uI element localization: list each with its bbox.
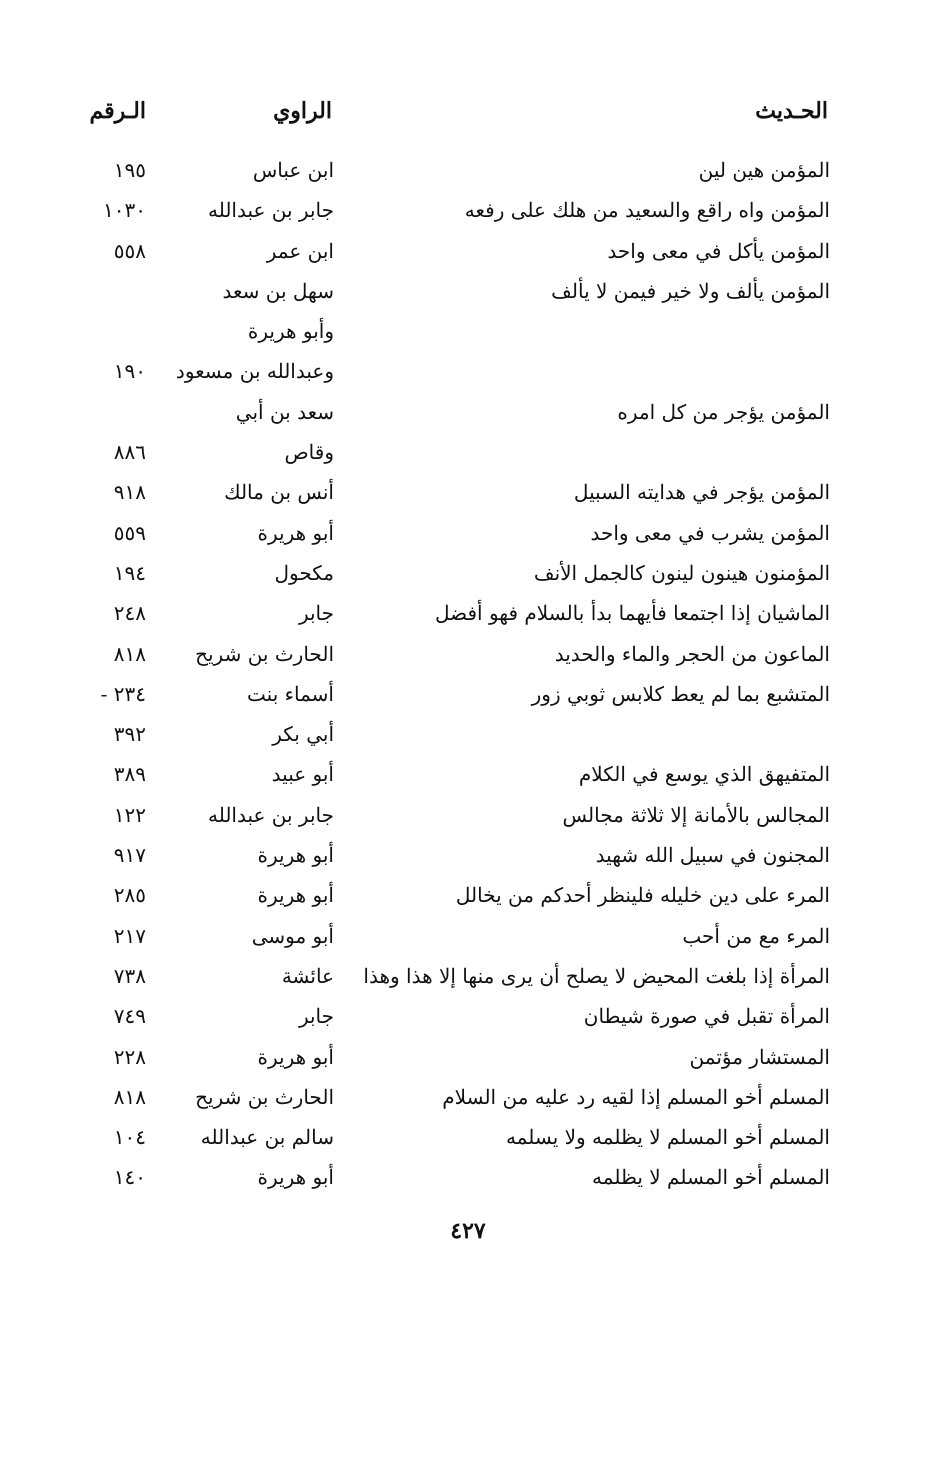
narrator-name: أبو موسى	[251, 923, 334, 948]
hadith-number: ٢٣٤ -	[100, 681, 146, 706]
table-row	[0, 515, 936, 555]
table-row	[0, 1079, 936, 1119]
hadith-text: المستشار مؤتمن	[689, 1044, 830, 1069]
table-row	[0, 756, 936, 796]
table-row	[0, 233, 936, 273]
narrator-name: أنس بن مالك	[224, 480, 334, 505]
hadith-text: المؤمن يشرب في معى واحد	[590, 520, 830, 545]
page-number: ٤٢٧	[450, 1218, 486, 1244]
hadith-number: ٨٨٦	[113, 440, 146, 465]
hadith-text: المؤمنون هينون لينون كالجمل الأنف	[533, 560, 830, 585]
table-row	[0, 918, 936, 958]
hadith-number: ٨١٨	[113, 641, 146, 666]
narrator-name: أبو هريرة	[257, 883, 334, 908]
narrator-name: وعبدالله بن مسعود	[175, 359, 334, 384]
narrator-name: عائشة	[281, 963, 334, 988]
hadith-text: المؤمن يأكل في معى واحد	[607, 238, 830, 263]
table-row	[0, 555, 936, 595]
hadith-text: المسلم أخو المسلم لا يظلمه ولا يسلمه	[505, 1125, 830, 1150]
hadith-number: ٣٩٢	[113, 722, 146, 747]
hadith-text: الماعون من الحجر والماء والحديد	[554, 641, 830, 666]
table-row	[0, 837, 936, 877]
hadith-number: ٨١٨	[113, 1084, 146, 1109]
narrator-name: ابن عمر	[266, 238, 334, 263]
table-row	[0, 1119, 936, 1159]
hadith-number: ١٠٤	[113, 1125, 146, 1150]
narrator-name: جابر	[298, 601, 334, 626]
narrator-name: سعد بن أبي	[235, 399, 334, 424]
table-row	[0, 1159, 936, 1199]
hadith-number: ١٩٤	[113, 560, 146, 585]
hadith-number: ١٩٥	[113, 158, 146, 182]
narrator-name: أسماء بنت	[247, 681, 334, 706]
table-row	[0, 676, 936, 716]
hadith-number: ٥٥٩	[113, 520, 146, 545]
hadith-number: ٩١٨	[113, 480, 146, 505]
narrator-name: الحارث بن شريح	[195, 1084, 334, 1109]
narrator-name: ابن عباس	[252, 158, 334, 182]
narrator-name: أبي بكر	[272, 722, 334, 747]
hadith-text: المؤمن يؤجر من كل امره	[617, 399, 830, 424]
table-row	[0, 595, 936, 635]
table-row	[0, 273, 936, 313]
hadith-number: ٥٥٨	[113, 238, 146, 263]
hadith-text: المسلم أخو المسلم لا يظلمه	[592, 1165, 830, 1190]
table-row	[0, 958, 936, 998]
hadith-number: ٢٤٨	[113, 601, 146, 626]
hadith-text: المؤمن هين لين	[698, 158, 830, 182]
hadith-text: الماشيان إذا اجتمعا فأيهما بدأ بالسلام فهو أفضل	[434, 601, 830, 626]
narrator-name: مكحول	[274, 560, 334, 585]
narrator-name: جابر بن عبدالله	[207, 198, 334, 223]
hadith-number: ٢٢٨	[113, 1044, 146, 1069]
hadith-index-table	[0, 152, 936, 1200]
narrator-name: جابر بن عبدالله	[207, 802, 334, 827]
table-row	[0, 192, 936, 232]
hadith-text: المؤمن واه راقع والسعيد من هلك على رفعه	[464, 198, 830, 223]
narrator-name: سالم بن عبدالله	[200, 1125, 334, 1150]
header-hadith: الحـديث	[755, 98, 828, 124]
table-row	[0, 998, 936, 1038]
header-number: الـرقم	[89, 98, 146, 124]
hadith-number: ١٠٣٠	[103, 198, 146, 223]
table-row	[0, 716, 936, 756]
hadith-number: ٢١٧	[113, 923, 146, 948]
hadith-text: المرأة تقبل في صورة شيطان	[583, 1004, 830, 1029]
table-row	[0, 353, 936, 393]
table-row	[0, 474, 936, 514]
hadith-number: ١٤٠	[113, 1165, 146, 1190]
narrator-name: أبو هريرة	[257, 843, 334, 868]
hadith-text: المؤمن يؤجر في هدايته السبيل	[573, 480, 830, 505]
table-row	[0, 797, 936, 837]
table-row	[0, 152, 936, 192]
narrator-name: أبو هريرة	[257, 1165, 334, 1190]
hadith-text: المتشبع بما لم يعط كلابس ثوبي زور	[531, 681, 830, 706]
header-rawi: الراوي	[273, 98, 332, 124]
hadith-text: المجنون في سبيل الله شهيد	[595, 843, 830, 868]
narrator-name: وأبو هريرة	[247, 319, 334, 344]
hadith-text: المرء على دين خليله فلينظر أحدكم من يخالل	[455, 883, 830, 908]
table-row	[0, 1039, 936, 1079]
hadith-number: ٧٣٨	[113, 963, 146, 988]
narrator-name: أبو هريرة	[257, 520, 334, 545]
hadith-number: ٩١٧	[113, 843, 146, 868]
narrator-name: أبو هريرة	[257, 1044, 334, 1069]
hadith-text: المسلم أخو المسلم إذا لقيه رد عليه من السلام	[442, 1084, 830, 1109]
hadith-number: ١٢٢	[113, 802, 146, 827]
hadith-text: المتفيهق الذي يوسع في الكلام	[578, 762, 830, 787]
table-row	[0, 434, 936, 474]
narrator-name: سهل بن سعد	[222, 278, 334, 303]
narrator-name: جابر	[298, 1004, 334, 1029]
table-row	[0, 394, 936, 434]
table-row	[0, 313, 936, 353]
narrator-name: وقاص	[284, 440, 334, 465]
table-header	[0, 98, 936, 134]
hadith-number: ١٩٠	[113, 359, 146, 384]
hadith-text: المرء مع من أحب	[682, 923, 830, 948]
hadith-text: المؤمن يألف ولا خير فيمن لا يألف	[551, 278, 830, 303]
hadith-number: ٧٤٩	[113, 1004, 146, 1029]
table-row	[0, 636, 936, 676]
hadith-text: المرأة إذا بلغت المحيض لا يصلح أن يرى منها إلا هذا وهذا	[363, 963, 830, 988]
hadith-number: ٣٨٩	[113, 762, 146, 787]
hadith-text: المجالس بالأمانة إلا ثلاثة مجالس	[562, 802, 830, 827]
narrator-name: أبو عبيد	[271, 762, 334, 787]
hadith-number: ٢٨٥	[113, 883, 146, 908]
table-row	[0, 877, 936, 917]
narrator-name: الحارث بن شريح	[195, 641, 334, 666]
